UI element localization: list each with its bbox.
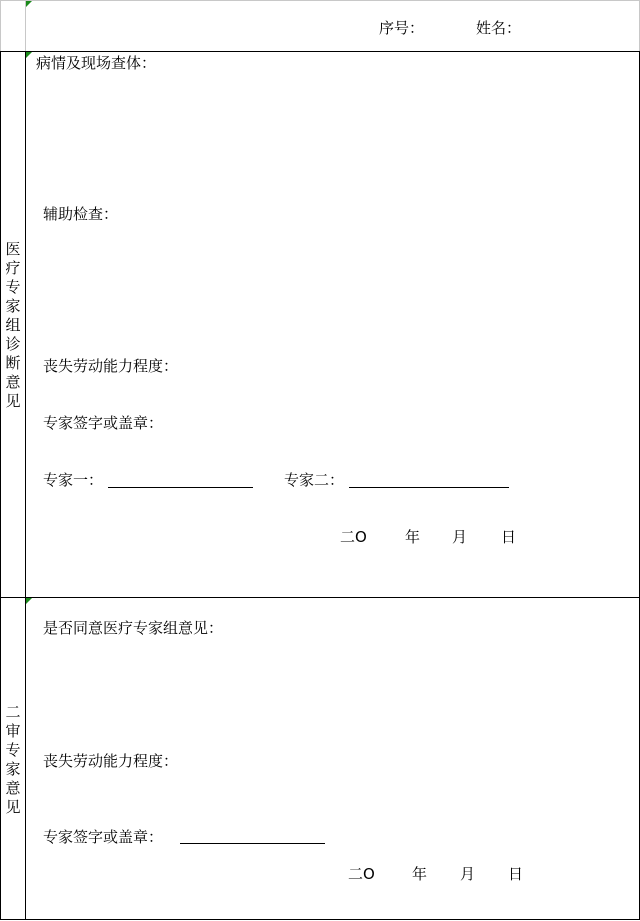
date-month-label: 月 <box>452 528 468 546</box>
date-day-label: 日 <box>501 528 517 546</box>
cell-comment-marker <box>26 1 32 7</box>
date-year-prefix: 二O <box>348 865 375 883</box>
date-year-prefix: 二O <box>340 528 367 546</box>
expert-two-signature-line[interactable] <box>349 487 509 488</box>
expert-one-signature-line[interactable] <box>108 487 253 488</box>
auxiliary-exam-label: 辅助检查： <box>43 205 119 223</box>
signature-label: 专家签字或盖章： <box>43 828 164 846</box>
expert-two-label: 专家二： <box>284 471 345 489</box>
table-top-border <box>0 51 640 52</box>
expert-one-label: 专家一： <box>43 471 104 489</box>
section1-side-label: 医 疗 专 家 组 诊 断 意 见 <box>5 240 21 410</box>
table-bottom-border <box>0 919 640 920</box>
physical-exam-label: 病情及现场查体： <box>36 54 157 72</box>
agree-with-expert-group-label: 是否同意医疗专家组意见： <box>43 619 224 637</box>
date-day-label: 日 <box>508 865 524 883</box>
section-divider <box>0 597 640 598</box>
disability-degree-label: 丧失劳动能力程度： <box>43 752 179 770</box>
label-column-divider <box>25 51 26 920</box>
date-month-label: 月 <box>460 865 476 883</box>
date-year-label: 年 <box>412 865 428 883</box>
disability-degree-label: 丧失劳动能力程度： <box>43 357 179 375</box>
serial-number-label: 序号： <box>379 19 425 37</box>
header-left-border <box>0 0 1 51</box>
header-top-border <box>0 0 640 1</box>
signature-label: 专家签字或盖章： <box>43 414 164 432</box>
cell-comment-marker <box>26 52 32 58</box>
date-year-label: 年 <box>405 528 421 546</box>
name-label: 姓名： <box>476 19 522 37</box>
section2-side-label: 二 审 专 家 意 见 <box>5 703 21 816</box>
cell-comment-marker <box>26 598 32 604</box>
review-signature-line[interactable] <box>180 843 325 844</box>
header-divider <box>25 0 26 51</box>
